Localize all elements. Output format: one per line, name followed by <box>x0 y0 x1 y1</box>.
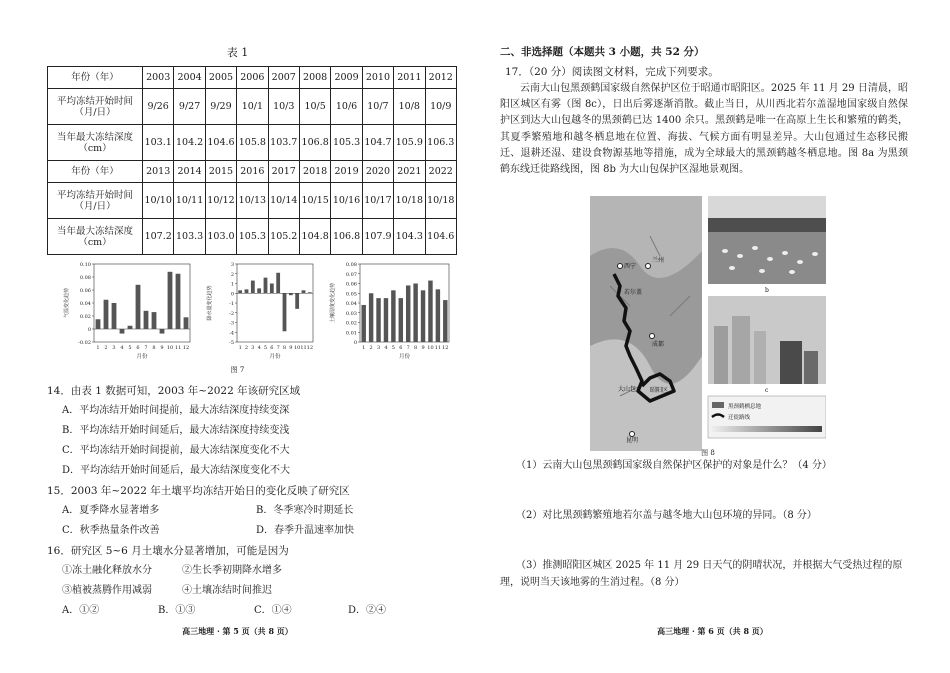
table-cell: 9/29 <box>205 89 236 125</box>
bar <box>302 290 306 293</box>
figure-8 <box>590 196 826 451</box>
x-tick-label: 6 <box>270 345 274 351</box>
table-cell: 10/14 <box>268 183 299 219</box>
row-label-year: 年份（年） <box>48 67 143 89</box>
q14-option-a[interactable]: A．平均冻结开始时间提前，最大冻结深度持续变深 <box>62 405 290 416</box>
map-label: 昆明 <box>626 437 639 444</box>
table-cell: 10/11 <box>174 183 205 219</box>
chart-svg <box>328 256 453 364</box>
x-tick-label: 5 <box>263 345 268 351</box>
row-label-freeze-start <box>48 89 143 125</box>
q14-stem: 14．由表 1 数据可知，2003 年~2022 年该研究区域 <box>47 385 301 397</box>
x-tick-label: 10 <box>293 345 301 351</box>
bar <box>264 278 268 294</box>
bar <box>168 272 173 329</box>
table-cell: 2014 <box>174 161 205 183</box>
x-tick-label: 9 <box>289 345 293 351</box>
bar <box>413 284 417 343</box>
x-tick-label: 2 <box>244 345 249 351</box>
map-label: 若尔盖 <box>624 289 643 296</box>
x-tick-label: 5 <box>391 345 395 351</box>
chart-svg <box>62 256 194 364</box>
y-axis-label: 土壤湿度变化趋势 <box>330 282 336 324</box>
table-cell: 103.0 <box>205 219 236 255</box>
bar <box>283 293 287 331</box>
figure-8-svg <box>590 196 826 451</box>
table-cell: 104.6 <box>425 219 456 255</box>
photo-c-building <box>780 341 802 384</box>
x-tick-label: 4 <box>257 345 261 351</box>
bar <box>391 290 395 342</box>
x-tick-label: 3 <box>112 345 116 351</box>
photo-c-building <box>804 351 818 384</box>
table-cell: 2021 <box>394 161 425 183</box>
bar <box>295 293 299 309</box>
q15-option-a[interactable]: A．夏季降水显著增多 <box>62 505 160 516</box>
x-tick-label: 11 <box>174 345 182 351</box>
map-label: 西宁 <box>624 263 637 270</box>
table-cell: 10/3 <box>268 89 299 125</box>
table-cell: 106.3 <box>425 125 456 161</box>
q17-material: 云南大山包黑颈鹤国家级自然保护区位于昭通市昭阳区。2025 年 11 月 29 日清晨，昭阳区城区有雾（图 8c），日出后雾逐渐消散。截止当日，从川西北若尔盖湿地国家级自然保护区到达大山包越冬的黑颈鹤已达 1400 余只。黑颈鹤是唯一在高原上生长和繁殖的鹤类，其夏季繁殖地和越冬栖息地在位置、海拔、气候方面有明显差异。大山包通过生态移民搬迁、退耕还湿、建设食物源基地等措施，成为全球最大的黑颈鹤越冬栖息地。图 8a 为黑颈鹤东线迁徙路线图，图 8b 为大山包保护区湿地景观图。 <box>500 83 908 176</box>
y-tick-label: 0.06 <box>79 288 91 294</box>
y-axis-label: 降水量变化趋势 <box>207 285 213 321</box>
table-cell: 10/7 <box>362 89 393 125</box>
y-tick-label: -5 <box>229 340 234 346</box>
bar <box>270 284 274 294</box>
table-cell: 104.3 <box>394 219 425 255</box>
x-tick-label: 3 <box>251 345 255 351</box>
legend-label-habitat: 黑颈鹤栖息地 <box>728 404 762 410</box>
bar <box>369 293 373 342</box>
table-cell: 104.7 <box>362 125 393 161</box>
bar <box>421 290 425 342</box>
table-cell: 10/18 <box>425 183 456 219</box>
x-tick-label: 2 <box>369 345 373 351</box>
section-2-title: 二、非选择题（本题共 3 小题，共 52 分） <box>500 46 705 58</box>
table-cell: 10/15 <box>299 183 330 219</box>
table-cell: 105.8 <box>237 125 268 161</box>
table-cell: 2017 <box>268 161 299 183</box>
bar <box>238 290 242 293</box>
bar <box>120 329 125 334</box>
table-cell: 107.2 <box>143 219 174 255</box>
bar <box>128 326 133 329</box>
x-tick-label: 3 <box>376 345 381 351</box>
city-marker <box>618 264 623 269</box>
x-axis-label: 月份 <box>136 354 148 360</box>
table-cell: 2018 <box>299 161 330 183</box>
q15-stem: 15．2003 年~2022 年土壤平均冻结开始日的变化反映了研究区 <box>47 485 350 497</box>
q14-option-d[interactable]: D．平均冻结开始时间延后，最大冻结深度变化不大 <box>62 465 291 476</box>
bar <box>96 319 101 329</box>
row-label-line: （月/日） <box>74 200 116 212</box>
q17-sub-3-line-2: 理，说明当天该地雾的生消过程。（8 分） <box>500 577 685 588</box>
table-cell: 10/5 <box>299 89 330 125</box>
legend-label-route: 迁徙路线 <box>728 415 751 421</box>
x-tick-label: 1 <box>362 345 366 351</box>
map-label: 昭阳区 <box>650 387 669 394</box>
bar <box>184 317 189 329</box>
q17-sub-2: （2）对比黑颈鹤繁殖地若尔盖与越冬地大山包环境的异同。（8 分） <box>516 510 817 521</box>
table-cell: 104.8 <box>299 219 330 255</box>
table-cell: 105.3 <box>237 219 268 255</box>
row-label-line: 平均冻结开始时间 <box>56 189 133 201</box>
x-tick-label: 4 <box>120 345 124 351</box>
table-row <box>48 67 457 89</box>
table-row <box>48 219 457 255</box>
table-cell: 9/27 <box>174 89 205 125</box>
table-cell: 10/8 <box>394 89 425 125</box>
table-cell: 105.2 <box>268 219 299 255</box>
q17-sub-1: （1）云南大山包黑颈鹤国家级自然保护区保护的对象是什么？（4 分） <box>516 460 832 471</box>
bar <box>406 285 410 342</box>
table-cell: 10/12 <box>205 183 236 219</box>
bar <box>436 289 440 342</box>
table-cell: 10/16 <box>331 183 362 219</box>
x-axis-label: 月份 <box>398 354 411 360</box>
x-tick-label: 1 <box>96 345 100 351</box>
table-row <box>48 89 457 125</box>
table-cell: 2008 <box>299 67 330 89</box>
q17-stem: 17．（20 分）阅读图文材料，完成下列要求。 <box>505 66 719 78</box>
map-label: 成都 <box>652 341 665 348</box>
x-tick-label: 10 <box>166 345 174 351</box>
table-cell: 2011 <box>394 67 425 89</box>
city-marker <box>650 334 655 339</box>
table-cell: 103.7 <box>268 125 299 161</box>
table-cell: 105.3 <box>331 125 362 161</box>
y-tick-label: 0.02 <box>79 314 91 320</box>
table-1 <box>47 66 457 255</box>
y-tick-label: -3 <box>229 320 234 327</box>
table-cell: 103.3 <box>174 219 205 255</box>
bar <box>361 305 365 342</box>
y-tick-label: 2 <box>230 271 234 278</box>
table-row <box>48 161 457 183</box>
y-axis-label: 气温变化趋势 <box>64 287 70 319</box>
table-cell: 2015 <box>205 161 236 183</box>
x-tick-label: 12 <box>442 345 449 351</box>
table-cell: 103.1 <box>143 125 174 161</box>
table-1-title: 表 1 <box>226 46 249 59</box>
q16-statement-1: ①冻土融化释放水分 <box>62 565 152 576</box>
x-tick-label: 6 <box>136 345 140 351</box>
table-cell: 104.2 <box>174 125 205 161</box>
photo-b-sky <box>708 196 826 218</box>
figure-7-caption: 图 7 <box>230 366 245 374</box>
q14-option-b[interactable]: B．平均冻结开始时间延后，最大冻结深度持续变浅 <box>62 425 290 436</box>
table-cell: 107.9 <box>362 219 393 255</box>
y-tick-label: -2 <box>229 310 234 317</box>
table-cell: 10/10 <box>143 183 174 219</box>
q16-statement-2: ②生长季初期降水增多 <box>182 565 282 576</box>
y-tick-label: 0.05 <box>345 291 357 298</box>
x-tick-label: 11 <box>434 345 442 351</box>
x-tick-label: 1 <box>238 345 242 351</box>
table-cell: 2006 <box>237 67 268 89</box>
city-marker <box>646 264 651 269</box>
q16-stem: 16．研究区 5~6 月土壤水分显著增加，可能是因为 <box>47 545 289 557</box>
bar <box>152 312 157 329</box>
bar <box>289 293 293 295</box>
photo-c-label: c <box>765 387 769 394</box>
photo-c-building <box>714 326 728 384</box>
page-footer: 高三地理 · 第 6 页（共 8 页） <box>657 626 768 636</box>
table-cell: 2012 <box>425 67 456 89</box>
table-cell: 2005 <box>205 67 236 89</box>
photo-b-water <box>708 218 826 232</box>
table-cell: 2013 <box>143 161 174 183</box>
row-label-line: 当年最大冻结深度 <box>56 131 133 143</box>
y-tick-label: -4 <box>229 330 234 337</box>
table-cell: 10/13 <box>237 183 268 219</box>
y-tick-label: -1 <box>229 301 234 307</box>
bar <box>384 298 388 342</box>
x-tick-label: 6 <box>399 345 403 351</box>
table-cell: 2022 <box>425 161 456 183</box>
table-cell: 9/26 <box>143 89 174 125</box>
y-tick-label: 1 <box>230 281 234 288</box>
x-tick-label: 2 <box>104 345 108 351</box>
plot-frame <box>360 264 449 342</box>
bar <box>144 311 149 329</box>
q16-option-d[interactable]: D．②④ <box>348 605 387 616</box>
table-cell: 2010 <box>362 67 393 89</box>
table-row <box>48 125 457 161</box>
q14-option-c[interactable]: C．平均冻结开始时间提前，最大冻结深度变化不大 <box>62 445 290 456</box>
y-tick-label: 3 <box>230 262 234 268</box>
plot-frame <box>237 264 313 342</box>
bar <box>245 289 249 293</box>
city-marker <box>630 432 635 437</box>
bar <box>308 292 312 293</box>
x-tick-label: 4 <box>384 345 388 351</box>
table-cell: 10/18 <box>394 183 425 219</box>
table-cell: 2009 <box>331 67 362 89</box>
chart-soil-moisture-trend <box>328 256 453 364</box>
table-cell: 104.6 <box>205 125 236 161</box>
q15-option-c[interactable]: C．秋季热量条件改善 <box>62 525 160 536</box>
y-tick-label: 0.03 <box>345 310 357 317</box>
x-tick-label: 7 <box>406 345 410 351</box>
row-label-line: 平均冻结开始时间 <box>56 95 133 107</box>
q15-option-b[interactable]: B．冬季寒冷时期延长 <box>256 505 354 516</box>
x-tick-label: 12 <box>182 345 190 351</box>
page-footer: 高三地理 · 第 5 页（共 8 页） <box>182 626 293 636</box>
x-tick-label: 11 <box>300 345 307 351</box>
y-tick-label: 0.04 <box>345 301 357 307</box>
q16-option-b[interactable]: B．①③ <box>158 605 196 616</box>
chart-precipitation-trend <box>205 256 317 364</box>
table-cell: 2020 <box>362 161 393 183</box>
q16-option-c[interactable]: C．①④ <box>254 605 292 616</box>
x-tick-label: 9 <box>421 345 425 351</box>
x-tick-label: 9 <box>160 345 164 351</box>
y-tick-label: -0.02 <box>78 340 91 346</box>
bar <box>251 281 255 294</box>
bar <box>276 273 280 293</box>
row-label-line: 当年最大冻结深度 <box>56 225 133 237</box>
bar <box>376 298 380 342</box>
map-label: 大山包 <box>618 386 637 393</box>
y-tick-label: 0 <box>230 291 234 298</box>
table-cell: 106.8 <box>299 125 330 161</box>
map-label: 兰州 <box>652 257 665 264</box>
y-tick-label: 0 <box>87 327 91 333</box>
bar <box>112 303 117 329</box>
row-label-line: （cm） <box>78 236 112 248</box>
table-cell: 10/1 <box>237 89 268 125</box>
bar <box>443 300 447 342</box>
photo-c-building <box>754 331 766 384</box>
chart-temperature-trend <box>62 256 194 364</box>
table-cell: 2003 <box>143 67 174 89</box>
legend-swatch-habitat <box>712 402 724 408</box>
bar <box>104 300 109 329</box>
x-tick-label: 8 <box>282 345 287 351</box>
x-tick-label: 8 <box>152 345 156 351</box>
bar <box>160 329 165 334</box>
photo-b-label: b <box>765 287 769 294</box>
x-axis-label: 月份 <box>269 354 281 360</box>
table-cell: 2016 <box>237 161 268 183</box>
row-label-depth <box>48 125 143 161</box>
y-tick-label: 0.08 <box>345 262 357 268</box>
table-cell: 10/6 <box>331 89 362 125</box>
y-tick-label: 0.04 <box>79 301 91 307</box>
table-cell: 2019 <box>331 161 362 183</box>
row-label-freeze-start <box>48 183 143 219</box>
table-cell: 10/17 <box>362 183 393 219</box>
y-tick-label: 0.08 <box>79 275 91 281</box>
x-tick-label: 7 <box>144 345 148 351</box>
row-label-year: 年份（年） <box>48 161 143 183</box>
x-tick-label: 10 <box>427 345 434 351</box>
y-tick-label: 0.06 <box>345 281 357 288</box>
y-tick-label: 0 <box>353 340 357 346</box>
figure-8-caption: 图 8 <box>701 449 715 457</box>
bar <box>399 298 403 342</box>
bar <box>428 281 432 342</box>
row-label-line: （cm） <box>78 142 112 154</box>
table-cell: 2007 <box>268 67 299 89</box>
photo-c-building <box>732 316 750 384</box>
bar <box>176 274 181 329</box>
y-tick-label: 0.10 <box>79 262 91 268</box>
table-cell: 10/9 <box>425 89 456 125</box>
elevation-bar <box>712 426 822 432</box>
bar <box>136 285 141 329</box>
q17-sub-3-line-1: （3）推测昭阳区城区 2025 年 11 月 29 日天气的阴晴状况，并根据大气受热过程的原 <box>516 560 903 571</box>
table-row <box>48 183 457 219</box>
q15-option-d[interactable]: D．春季升温速率加快 <box>256 525 355 536</box>
chart-svg <box>205 256 317 364</box>
q16-option-a[interactable]: A．①② <box>62 605 100 616</box>
y-tick-label: 0.07 <box>345 271 357 278</box>
y-tick-label: 0.02 <box>345 320 357 327</box>
row-label-line: （月/日） <box>74 106 116 118</box>
x-tick-label: 5 <box>128 345 132 351</box>
y-tick-label: 0.01 <box>345 330 357 337</box>
x-tick-label: 12 <box>306 345 314 351</box>
table-cell: 106.8 <box>331 219 362 255</box>
bar <box>257 288 261 293</box>
table-cell: 2004 <box>174 67 205 89</box>
q16-statement-4: ④土壤冻结时间推迟 <box>182 585 272 596</box>
x-tick-label: 7 <box>276 345 280 351</box>
x-tick-label: 8 <box>414 345 418 351</box>
q16-statement-3: ③植被蒸腾作用减弱 <box>62 585 152 596</box>
row-label-depth <box>48 219 143 255</box>
table-cell: 105.9 <box>394 125 425 161</box>
